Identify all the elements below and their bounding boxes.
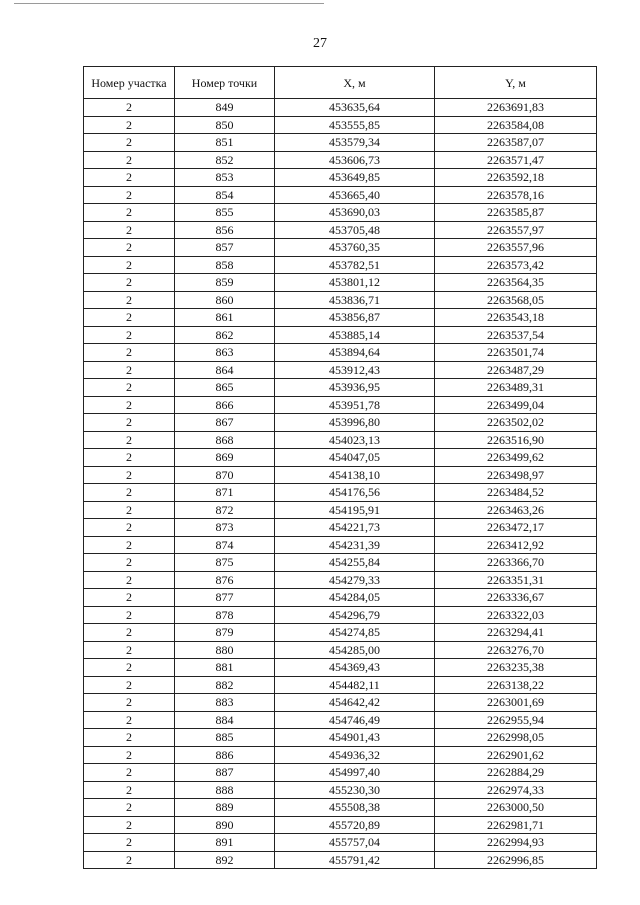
cell-plot-number: 2 <box>84 729 175 747</box>
cell-plot-number: 2 <box>84 414 175 432</box>
cell-y: 2263585,87 <box>435 204 597 222</box>
table-row <box>84 326 597 344</box>
table-row <box>84 571 597 589</box>
cell-plot-number: 2 <box>84 274 175 292</box>
cell-y: 2263537,54 <box>435 326 597 344</box>
cell-plot-number: 2 <box>84 396 175 414</box>
cell-plot-number: 2 <box>84 151 175 169</box>
table-row <box>84 641 597 659</box>
table-row <box>84 134 597 152</box>
cell-y: 2263502,02 <box>435 414 597 432</box>
table-row <box>84 309 597 327</box>
coordinates-table <box>83 66 597 869</box>
cell-x: 454138,10 <box>275 466 435 484</box>
table-row <box>84 519 597 537</box>
cell-point-number: 854 <box>175 186 275 204</box>
cell-x: 454997,40 <box>275 764 435 782</box>
cell-y: 2263487,29 <box>435 361 597 379</box>
table-row <box>84 781 597 799</box>
table-row <box>84 396 597 414</box>
cell-y: 2262884,29 <box>435 764 597 782</box>
table-row <box>84 151 597 169</box>
cell-point-number: 879 <box>175 624 275 642</box>
cell-plot-number: 2 <box>84 589 175 607</box>
cell-plot-number: 2 <box>84 624 175 642</box>
cell-x: 453885,14 <box>275 326 435 344</box>
cell-plot-number: 2 <box>84 554 175 572</box>
cell-point-number: 859 <box>175 274 275 292</box>
cell-plot-number: 2 <box>84 361 175 379</box>
cell-point-number: 892 <box>175 851 275 869</box>
cell-x: 454936,32 <box>275 746 435 764</box>
cell-point-number: 873 <box>175 519 275 537</box>
cell-y: 2263571,47 <box>435 151 597 169</box>
cell-point-number: 884 <box>175 711 275 729</box>
cell-point-number: 855 <box>175 204 275 222</box>
cell-x: 453936,95 <box>275 379 435 397</box>
top-rule <box>14 3 324 4</box>
cell-plot-number: 2 <box>84 676 175 694</box>
cell-x: 453782,51 <box>275 256 435 274</box>
table-row <box>84 239 597 257</box>
cell-y: 2262998,05 <box>435 729 597 747</box>
table-row <box>84 799 597 817</box>
cell-x: 454231,39 <box>275 536 435 554</box>
cell-x: 453649,85 <box>275 169 435 187</box>
table-row <box>84 449 597 467</box>
cell-plot-number: 2 <box>84 204 175 222</box>
cell-point-number: 886 <box>175 746 275 764</box>
cell-plot-number: 2 <box>84 606 175 624</box>
cell-y: 2263691,83 <box>435 99 597 117</box>
cell-y: 2263294,41 <box>435 624 597 642</box>
table-row <box>84 221 597 239</box>
cell-x: 454284,05 <box>275 589 435 607</box>
cell-x: 453606,73 <box>275 151 435 169</box>
cell-x: 454279,33 <box>275 571 435 589</box>
table-row <box>84 116 597 134</box>
table-row <box>84 256 597 274</box>
cell-x: 453856,87 <box>275 309 435 327</box>
cell-x: 454482,11 <box>275 676 435 694</box>
cell-x: 454176,56 <box>275 484 435 502</box>
cell-y: 2263516,90 <box>435 431 597 449</box>
table-row <box>84 851 597 869</box>
cell-y: 2263592,18 <box>435 169 597 187</box>
cell-y: 2263557,97 <box>435 221 597 239</box>
cell-plot-number: 2 <box>84 746 175 764</box>
cell-point-number: 852 <box>175 151 275 169</box>
cell-plot-number: 2 <box>84 641 175 659</box>
header-x: X, м <box>275 67 435 99</box>
cell-plot-number: 2 <box>84 326 175 344</box>
cell-x: 454369,43 <box>275 659 435 677</box>
cell-point-number: 871 <box>175 484 275 502</box>
cell-x: 453996,80 <box>275 414 435 432</box>
cell-y: 2263336,67 <box>435 589 597 607</box>
table-row <box>84 676 597 694</box>
cell-y: 2263501,74 <box>435 344 597 362</box>
cell-x: 454746,49 <box>275 711 435 729</box>
cell-x: 454221,73 <box>275 519 435 537</box>
table-row <box>84 624 597 642</box>
cell-point-number: 860 <box>175 291 275 309</box>
header-y: Y, м <box>435 67 597 99</box>
cell-x: 454195,91 <box>275 501 435 519</box>
cell-point-number: 888 <box>175 781 275 799</box>
cell-x: 453912,43 <box>275 361 435 379</box>
table-row <box>84 536 597 554</box>
cell-y: 2263351,31 <box>435 571 597 589</box>
cell-y: 2262974,33 <box>435 781 597 799</box>
cell-y: 2263484,52 <box>435 484 597 502</box>
cell-point-number: 853 <box>175 169 275 187</box>
table-row <box>84 379 597 397</box>
cell-plot-number: 2 <box>84 116 175 134</box>
table-body <box>84 99 597 869</box>
cell-point-number: 867 <box>175 414 275 432</box>
table-row <box>84 589 597 607</box>
table-row <box>84 834 597 852</box>
cell-plot-number: 2 <box>84 291 175 309</box>
table-row <box>84 344 597 362</box>
cell-y: 2262996,85 <box>435 851 597 869</box>
cell-plot-number: 2 <box>84 816 175 834</box>
cell-y: 2263573,42 <box>435 256 597 274</box>
cell-x: 453690,03 <box>275 204 435 222</box>
cell-point-number: 850 <box>175 116 275 134</box>
cell-plot-number: 2 <box>84 221 175 239</box>
cell-y: 2263276,70 <box>435 641 597 659</box>
cell-y: 2263000,50 <box>435 799 597 817</box>
cell-point-number: 890 <box>175 816 275 834</box>
cell-x: 453705,48 <box>275 221 435 239</box>
cell-plot-number: 2 <box>84 379 175 397</box>
cell-x: 454296,79 <box>275 606 435 624</box>
cell-plot-number: 2 <box>84 659 175 677</box>
table-row <box>84 816 597 834</box>
cell-y: 2263001,69 <box>435 694 597 712</box>
cell-y: 2262981,71 <box>435 816 597 834</box>
cell-plot-number: 2 <box>84 694 175 712</box>
cell-y: 2263587,07 <box>435 134 597 152</box>
cell-plot-number: 2 <box>84 834 175 852</box>
cell-plot-number: 2 <box>84 466 175 484</box>
cell-plot-number: 2 <box>84 134 175 152</box>
cell-plot-number: 2 <box>84 239 175 257</box>
cell-y: 2263463,26 <box>435 501 597 519</box>
table-row <box>84 729 597 747</box>
cell-point-number: 878 <box>175 606 275 624</box>
cell-y: 2263557,96 <box>435 239 597 257</box>
cell-plot-number: 2 <box>84 99 175 117</box>
cell-point-number: 849 <box>175 99 275 117</box>
cell-plot-number: 2 <box>84 449 175 467</box>
cell-y: 2263412,92 <box>435 536 597 554</box>
header-point-number: Номер точки <box>175 67 275 99</box>
cell-x: 454285,00 <box>275 641 435 659</box>
cell-x: 455791,42 <box>275 851 435 869</box>
table-row <box>84 99 597 117</box>
cell-x: 454255,84 <box>275 554 435 572</box>
cell-point-number: 865 <box>175 379 275 397</box>
cell-point-number: 870 <box>175 466 275 484</box>
cell-point-number: 880 <box>175 641 275 659</box>
cell-plot-number: 2 <box>84 711 175 729</box>
cell-point-number: 882 <box>175 676 275 694</box>
cell-y: 2263578,16 <box>435 186 597 204</box>
cell-y: 2263499,62 <box>435 449 597 467</box>
cell-y: 2263499,04 <box>435 396 597 414</box>
table-row <box>84 361 597 379</box>
cell-plot-number: 2 <box>84 344 175 362</box>
cell-x: 454642,42 <box>275 694 435 712</box>
cell-y: 2263472,17 <box>435 519 597 537</box>
table-row <box>84 501 597 519</box>
cell-plot-number: 2 <box>84 186 175 204</box>
cell-x: 454901,43 <box>275 729 435 747</box>
cell-y: 2263235,38 <box>435 659 597 677</box>
header-plot-number: Номер участка <box>84 67 175 99</box>
cell-y: 2263543,18 <box>435 309 597 327</box>
cell-point-number: 866 <box>175 396 275 414</box>
cell-point-number: 887 <box>175 764 275 782</box>
cell-point-number: 858 <box>175 256 275 274</box>
cell-plot-number: 2 <box>84 519 175 537</box>
cell-point-number: 872 <box>175 501 275 519</box>
table-row <box>84 764 597 782</box>
cell-x: 454274,85 <box>275 624 435 642</box>
cell-point-number: 877 <box>175 589 275 607</box>
page-number: 27 <box>313 36 327 51</box>
cell-x: 453894,64 <box>275 344 435 362</box>
cell-x: 453579,34 <box>275 134 435 152</box>
cell-point-number: 869 <box>175 449 275 467</box>
cell-plot-number: 2 <box>84 851 175 869</box>
header-row <box>84 67 597 99</box>
table-row <box>84 606 597 624</box>
cell-plot-number: 2 <box>84 781 175 799</box>
table-row <box>84 204 597 222</box>
cell-point-number: 874 <box>175 536 275 554</box>
table-row <box>84 466 597 484</box>
cell-y: 2263489,31 <box>435 379 597 397</box>
table-row <box>84 746 597 764</box>
cell-x: 454023,13 <box>275 431 435 449</box>
cell-point-number: 875 <box>175 554 275 572</box>
cell-point-number: 876 <box>175 571 275 589</box>
cell-point-number: 862 <box>175 326 275 344</box>
table-row <box>84 711 597 729</box>
cell-y: 2263138,22 <box>435 676 597 694</box>
cell-x: 455230,30 <box>275 781 435 799</box>
cell-point-number: 857 <box>175 239 275 257</box>
cell-point-number: 883 <box>175 694 275 712</box>
cell-point-number: 861 <box>175 309 275 327</box>
cell-plot-number: 2 <box>84 501 175 519</box>
cell-y: 2263564,35 <box>435 274 597 292</box>
cell-y: 2263568,05 <box>435 291 597 309</box>
cell-plot-number: 2 <box>84 256 175 274</box>
table-row <box>84 274 597 292</box>
cell-point-number: 863 <box>175 344 275 362</box>
cell-y: 2263584,08 <box>435 116 597 134</box>
cell-point-number: 885 <box>175 729 275 747</box>
cell-plot-number: 2 <box>84 536 175 554</box>
cell-plot-number: 2 <box>84 764 175 782</box>
cell-x: 453555,85 <box>275 116 435 134</box>
cell-point-number: 891 <box>175 834 275 852</box>
cell-y: 2262901,62 <box>435 746 597 764</box>
table-row <box>84 186 597 204</box>
table-row <box>84 554 597 572</box>
table-row <box>84 431 597 449</box>
cell-y: 2263322,03 <box>435 606 597 624</box>
table-row <box>84 414 597 432</box>
cell-x: 455720,89 <box>275 816 435 834</box>
cell-x: 453760,35 <box>275 239 435 257</box>
table-row <box>84 169 597 187</box>
cell-x: 453951,78 <box>275 396 435 414</box>
table-row <box>84 659 597 677</box>
cell-plot-number: 2 <box>84 799 175 817</box>
cell-point-number: 856 <box>175 221 275 239</box>
cell-x: 454047,05 <box>275 449 435 467</box>
cell-x: 453635,64 <box>275 99 435 117</box>
cell-point-number: 881 <box>175 659 275 677</box>
cell-plot-number: 2 <box>84 169 175 187</box>
cell-plot-number: 2 <box>84 431 175 449</box>
cell-x: 453836,71 <box>275 291 435 309</box>
cell-plot-number: 2 <box>84 571 175 589</box>
cell-y: 2263366,70 <box>435 554 597 572</box>
cell-x: 453801,12 <box>275 274 435 292</box>
cell-point-number: 889 <box>175 799 275 817</box>
cell-y: 2262955,94 <box>435 711 597 729</box>
table-row <box>84 484 597 502</box>
table-row <box>84 694 597 712</box>
cell-point-number: 868 <box>175 431 275 449</box>
cell-plot-number: 2 <box>84 484 175 502</box>
cell-x: 453665,40 <box>275 186 435 204</box>
cell-plot-number: 2 <box>84 309 175 327</box>
table-row <box>84 291 597 309</box>
cell-point-number: 864 <box>175 361 275 379</box>
cell-y: 2263498,97 <box>435 466 597 484</box>
cell-x: 455757,04 <box>275 834 435 852</box>
cell-x: 455508,38 <box>275 799 435 817</box>
cell-y: 2262994,93 <box>435 834 597 852</box>
cell-point-number: 851 <box>175 134 275 152</box>
